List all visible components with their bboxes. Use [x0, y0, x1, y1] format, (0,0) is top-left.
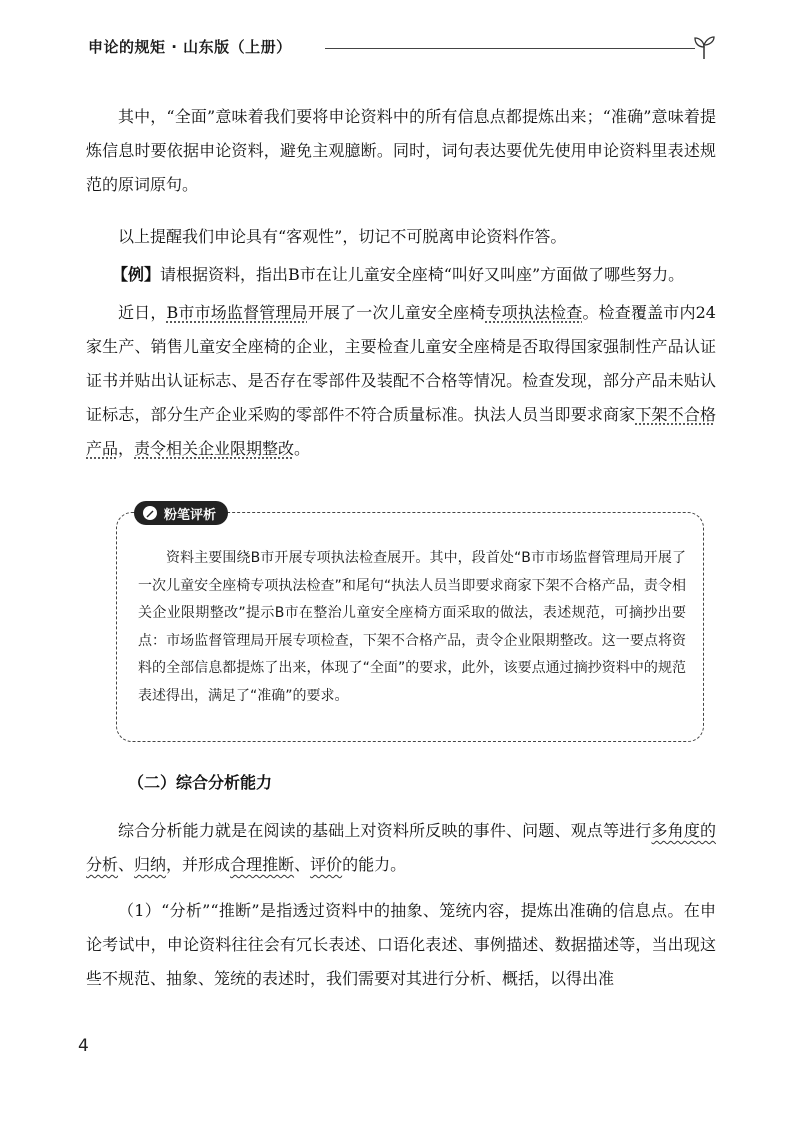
analysis-badge-label: 粉笔评析: [164, 507, 217, 523]
keyword-multi-angle: 多角度的分析: [86, 821, 716, 874]
material-highlight-rectify: 责令相关企业限期整改: [134, 439, 295, 458]
keyword-inference: 合理推断: [230, 855, 295, 874]
book-title: 申论的规矩 · 山东版（上册）: [88, 38, 292, 56]
keyword-evaluation: 评价: [310, 855, 343, 874]
section-paragraph-definition: [86, 814, 716, 882]
page-number: 4: [78, 1036, 89, 1056]
example-label: 【例】: [112, 265, 161, 284]
example-text: 请根据资料，指出B市在让儿童安全座椅“叫好又叫座”方面做了哪些努力。: [160, 265, 685, 284]
chalk-icon: [142, 505, 158, 521]
running-header: [88, 34, 728, 64]
section-heading: （二）综合分析能力: [128, 773, 273, 792]
section-text: 、: [294, 855, 311, 874]
paragraph-objectivity: 以上提醒我们申论具有“客观性”，切记不可脱离申论资料作答。: [118, 227, 567, 246]
section-paragraph-analysis: （1）“分析”“推断”是指透过资料中的抽象、笼统内容，提炼出准确的信息点。在申论考试中，申论资料往往会有冗长表述、口语化表述、事例描述、数据描述等，当出现这些不规范、抽象、笼统的表述时，我们需要对其进行分析、概括，以得出准: [86, 901, 716, 988]
analysis-text: 资料主要围绕B市开展专项执法检查展开。其中，段首处“B市市场监督管理局开展了一次儿童安全座椅专项执法检查”和尾句“执法人员当即要求商家下架不合格产品，责令相关企业限期整改”提示B市在整治儿童安全座椅方面采取的做法，表述规范，可摘抄出要点：市场监督管理局开展专项检查，下架不合格产品，责令企业限期整改。这一要点将资料的全部信息都提炼了出来，体现了“全面”的要求，此外，该要点通过摘抄资料中的规范表述得出，满足了“准确”的要求。: [138, 550, 686, 704]
material-paragraph: [86, 296, 716, 466]
material-highlight-inspection: 专项执法检查: [485, 303, 583, 322]
material-text: 近日，: [118, 303, 167, 322]
analysis-badge: [134, 501, 228, 525]
sprout-icon: [692, 34, 716, 60]
material-text: 开展了一次儿童安全座椅: [307, 303, 486, 322]
section-text: ，并形成: [166, 855, 231, 874]
material-highlight-removal: 下架不合格产品: [86, 405, 716, 458]
material-text: 。: [294, 439, 311, 458]
example-question: [112, 258, 716, 292]
section-text: 综合分析能力就是在阅读的基础上对资料所反映的事件、问题、观点等进行: [118, 821, 652, 840]
paragraph-full-accurate: 其中，“全面”意味着我们要将申论资料中的所有信息点都提炼出来；“准确”意味着提炼信息时要依据申论资料，避免主观臆断。同时，词句表达要优先使用申论资料里表述规范的原词原句。: [86, 107, 716, 194]
header-rule: [325, 48, 695, 49]
material-highlight-agency: B市市场监督管理局: [166, 303, 308, 322]
section-text: 、: [118, 855, 135, 874]
section-text: 的能力。: [342, 855, 407, 874]
keyword-induction: 归纳: [134, 855, 167, 874]
material-text: ，: [118, 439, 135, 458]
material-text: 。检查覆盖市内24家生产、销售儿童安全座椅的企业，主要检查儿童安全座椅是否取得国家强制性产品认证证书并贴出认证标志、是否存在零部件及装配不合格等情况。检查发现，部分产品未贴认证标志，部分生产企业采购的零部件不符合质量标准。执法人员当即要求商家: [86, 303, 716, 424]
